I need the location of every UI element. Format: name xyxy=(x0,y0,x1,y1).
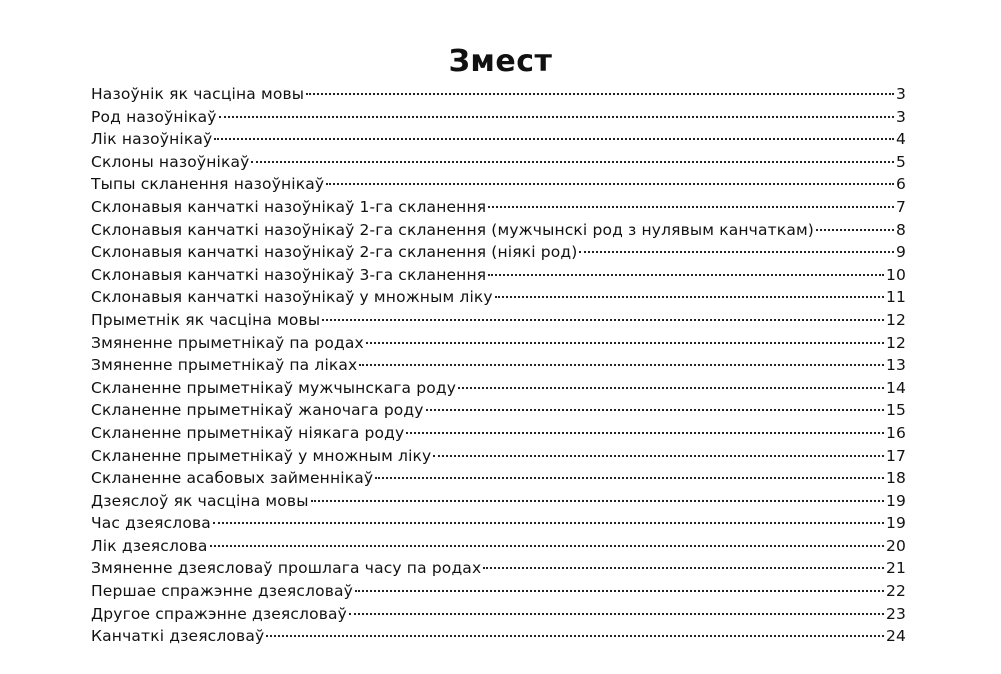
toc-entry-page-number: 24 xyxy=(885,627,906,646)
toc-dot-leader xyxy=(483,567,884,569)
toc-entry xyxy=(91,603,906,626)
table-of-contents xyxy=(91,83,906,648)
toc-entry xyxy=(91,354,906,377)
toc-entry-label: Лік назоўнікаў xyxy=(91,130,213,149)
toc-entry-label: Другое спражэнне дзеясловаў xyxy=(91,604,347,623)
toc-dot-leader xyxy=(219,116,894,118)
toc-entry-label: Змяненне дзеясловаў прошлага часу па родах xyxy=(91,559,482,578)
toc-entry-page-number: 12 xyxy=(885,333,906,352)
toc-entry-page-number: 16 xyxy=(885,423,906,442)
toc-entry-label: Змяненне прыметнікаў па ліках xyxy=(91,356,358,375)
toc-dot-leader xyxy=(488,206,894,208)
toc-dot-leader xyxy=(375,477,884,479)
toc-entry-page-number: 12 xyxy=(885,310,906,329)
page-title: Змест xyxy=(448,44,553,79)
toc-entry xyxy=(91,535,906,558)
toc-dot-leader xyxy=(326,183,894,185)
toc-dot-leader xyxy=(579,251,894,253)
toc-entry-page-number: 5 xyxy=(895,152,906,171)
toc-entry-page-number: 19 xyxy=(885,514,906,533)
toc-dot-leader xyxy=(495,296,884,298)
toc-entry-label: Скланенне прыметнікаў у множным ліку xyxy=(91,446,432,465)
toc-dot-leader xyxy=(359,364,884,366)
toc-dot-leader xyxy=(488,274,884,276)
toc-entry xyxy=(91,173,906,196)
toc-entry xyxy=(91,241,906,264)
toc-entry xyxy=(91,219,906,242)
toc-entry-page-number: 19 xyxy=(885,491,906,510)
toc-dot-leader xyxy=(458,387,884,389)
toc-entry-page-number: 18 xyxy=(885,469,906,488)
toc-entry-page-number: 4 xyxy=(895,130,906,149)
toc-entry-label: Тыпы скланення назоўнікаў xyxy=(91,175,325,194)
toc-entry xyxy=(91,512,906,535)
toc-entry-page-number: 20 xyxy=(885,536,906,555)
toc-dot-leader xyxy=(214,138,894,140)
toc-entry-label: Склонавыя канчаткі назоўнікаў у множным ліку xyxy=(91,288,493,307)
toc-entry-page-number: 8 xyxy=(895,220,906,239)
toc-entry-page-number: 23 xyxy=(885,604,906,623)
toc-dot-leader xyxy=(355,590,884,592)
toc-dot-leader xyxy=(426,409,884,411)
toc-entry-label: Час дзеяслова xyxy=(91,514,211,533)
toc-entry-page-number: 7 xyxy=(895,197,906,216)
toc-entry xyxy=(91,286,906,309)
toc-entry-page-number: 22 xyxy=(885,582,906,601)
toc-entry-page-number: 3 xyxy=(895,107,906,126)
toc-dot-leader xyxy=(406,432,884,434)
toc-entry xyxy=(91,580,906,603)
toc-entry-page-number: 10 xyxy=(885,265,906,284)
toc-entry-label: Скланенне прыметнікаў ніякага роду xyxy=(91,423,405,442)
toc-dot-leader xyxy=(213,522,884,524)
toc-entry-page-number: 6 xyxy=(895,175,906,194)
toc-entry xyxy=(91,83,906,106)
toc-entry xyxy=(91,332,906,355)
toc-entry-label: Назоўнік як часціна мовы xyxy=(91,85,305,103)
toc-entry xyxy=(91,422,906,445)
toc-dot-leader xyxy=(322,319,884,321)
toc-entry xyxy=(91,264,906,287)
toc-dot-leader xyxy=(210,545,884,547)
toc-entry-label: Склонавыя канчаткі назоўнікаў 2-га скланення (мужчынскі род з нулявым канчаткам) xyxy=(91,220,815,239)
toc-entry xyxy=(91,445,906,468)
toc-entry-label: Склоны назоўнікаў xyxy=(91,152,250,171)
toc-entry xyxy=(91,128,906,151)
toc-entry-page-number: 21 xyxy=(885,559,906,578)
toc-entry xyxy=(91,309,906,332)
toc-entry-label: Склонавыя канчаткі назоўнікаў 1-га скланення xyxy=(91,197,487,216)
toc-entry xyxy=(91,557,906,580)
toc-entry xyxy=(91,196,906,219)
toc-dot-leader xyxy=(349,613,884,615)
toc-entry-label: Род назоўнікаў xyxy=(91,107,217,126)
toc-dot-leader xyxy=(366,342,884,344)
toc-dot-leader xyxy=(816,229,894,231)
toc-entry-label: Змяненне прыметнікаў па родах xyxy=(91,333,364,352)
toc-entry-label: Першае спражэнне дзеясловаў xyxy=(91,582,353,601)
toc-entry xyxy=(91,467,906,490)
toc-dot-leader xyxy=(311,500,884,502)
toc-entry-label: Канчаткі дзеясловаў xyxy=(91,627,265,646)
toc-entry xyxy=(91,377,906,400)
toc-entry-page-number: 14 xyxy=(885,378,906,397)
toc-entry-label: Дзеяслоў як часціна мовы xyxy=(91,491,309,510)
toc-dot-leader xyxy=(433,455,884,457)
toc-entry xyxy=(91,151,906,174)
toc-entry xyxy=(91,399,906,422)
toc-entry-label: Лік дзеяслова xyxy=(91,536,208,555)
toc-dot-leader xyxy=(251,161,894,163)
toc-entry-page-number: 9 xyxy=(895,243,906,262)
toc-entry-page-number: 13 xyxy=(885,356,906,375)
toc-entry-label: Скланенне прыметнікаў жаночага роду xyxy=(91,401,424,420)
toc-entry-label: Склонавыя канчаткі назоўнікаў 2-га скланення (ніякі род) xyxy=(91,243,578,262)
toc-entry xyxy=(91,106,906,129)
toc-entry-page-number: 17 xyxy=(885,446,906,465)
toc-entry-page-number: 3 xyxy=(895,85,906,103)
toc-entry-page-number: 15 xyxy=(885,401,906,420)
toc-entry-page-number: 11 xyxy=(885,288,906,307)
toc-entry xyxy=(91,490,906,513)
toc-entry-label: Прыметнік як часціна мовы xyxy=(91,310,321,329)
toc-entry xyxy=(91,625,906,648)
toc-entry-label: Склонавыя канчаткі назоўнікаў 3-га скланення xyxy=(91,265,487,284)
toc-entry-label: Скланенне прыметнікаў мужчынскага роду xyxy=(91,378,457,397)
toc-dot-leader xyxy=(266,635,884,637)
toc-dot-leader xyxy=(306,93,894,95)
toc-entry-label: Скланенне асабовых займеннікаў xyxy=(91,469,374,488)
